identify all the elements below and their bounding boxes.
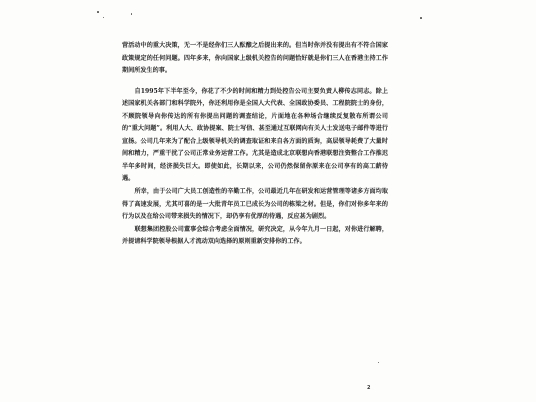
- scan-speck: [420, 17, 422, 19]
- paragraph-4: 联想集团控股公司董事会综合考虑全面情况，研究决定，从今年九月一日起，对你进行解聘，并提请科学院领导根据人才流动双向选择的原则重新安排你的工作。: [122, 225, 388, 246]
- scan-speck: [103, 17, 104, 18]
- paragraph-2: 自1995年下半年至今，你花了不少的时间和精力到处控告公司主要负责人柳传志同志。除上述国家机关各部门和科学院外，你还利用你是全国人大代表、全国政协委员、工程院院士的身份，不顾院领导向你传达的所有你提出问题的调查结论，片面地在各种场合继续反复散布所谓公司的“重大问题”。利用人大、政协提案、院士写信、甚至通过互联网向有关人士发送电子邮件等进行宣扬。公司几年来为了配合上级领导机关的调查取证和来自各方面的质询，高层领导耗费了大量时间和精力，严重干扰了公司正常业务运营工作。尤其是造成北京联想向香港联想注资整合工作推迟半年多时间，经济损失巨大。即使如此，长期以来，公司仍然保留你原来在公司享有的高工薪待遇。: [122, 87, 388, 183]
- paragraph-3: 所幸，由于公司广大员工创造性的辛勤工作，公司最近几年在研发和运营管理等诸多方面均取得了高速发展，尤其可喜的是一大批青年员工已成长为公司的栋梁之材。但是，你们对你多年来的行为以及在给公司带来损失的情况下，却仍享有优厚的待遇，反应甚为剧烈。: [122, 188, 388, 221]
- letter-body: [122, 40, 388, 249]
- scan-speck: [378, 362, 379, 363]
- paragraph-1: 营活动中的重大决策，无一不是经你们三人酝酿之后提出来的。但当时你并没有提出有不符合国家政策规定的任何问题。四年多来，你向国家上级机关控告的问题恰好就是你们三人在香港主持工作期间所发生的事。: [122, 42, 388, 75]
- page-number: 2: [367, 385, 371, 391]
- scan-speck: [97, 11, 99, 13]
- scan-speck: [131, 13, 132, 15]
